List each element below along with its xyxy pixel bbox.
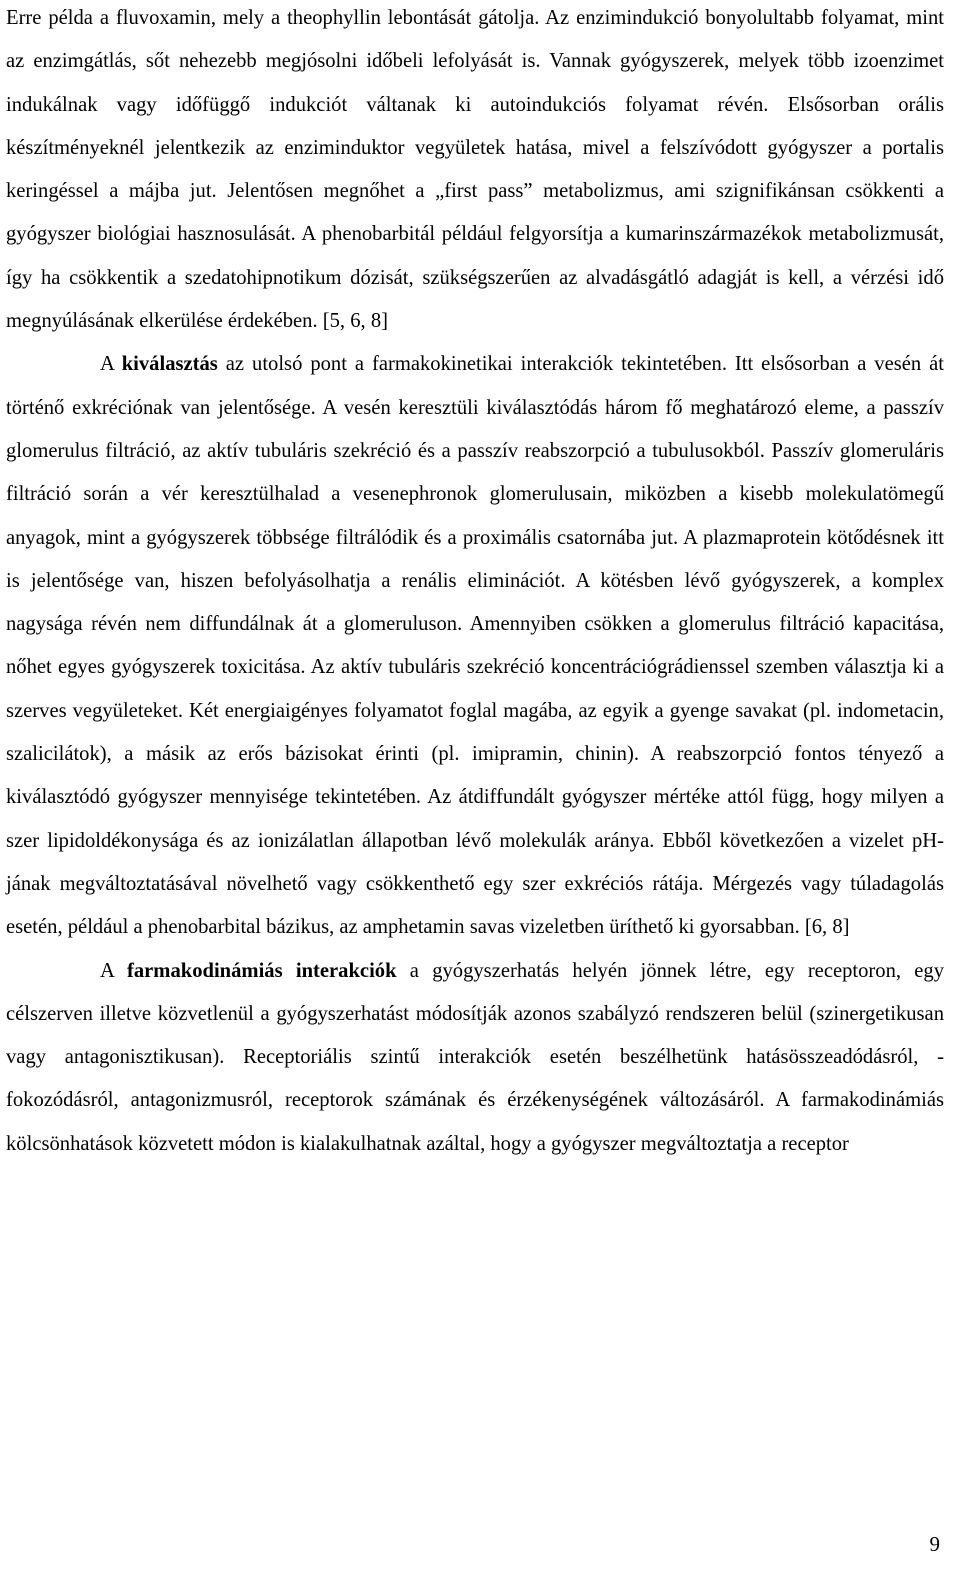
bold-term-pharmacodynamic: farmakodinámiás interakciók (127, 959, 397, 982)
page-number: 9 (929, 1532, 940, 1556)
paragraph-enzyme-induction (6, 0, 944, 343)
paragraph-text: az utolsó pont a farmakokinetikai interakciók tekintetében. Itt elsősorban a vesén át történő exkréciónak van jelentősége. A vesén keresztüli kiválasztódás három fő meghatározó eleme, a passzív glomerulus filtráció, az aktív tubuláris szekréció és a passzív reabszorpció a tubulusokból. Passzív glomeruláris filtráció során a vér keresztülhalad a vesenephronok glomerulusain, miközben a kisebb molekulatömegű anyagok, mint a gyógyszerek többsége filtrálódik és a proximális csatornába jut. A plazmaprotein kötődésnek itt is jelentősége van, hiszen befolyásolhatja a renális eliminációt. A kötésben lévő gyógyszerek, a komplex nagysága révén nem diffundálnak át a glomeruluson. Amennyiben csökken a glomerulus filtráció kapacitása, nőhet egyes gyógyszerek toxicitása. Az aktív tubuláris szekréció koncentrációgrádienssel szemben választja ki a szerves vegyületeket. Két energiaigényes folyamatot foglal magába, az egyik a gyenge savakat (pl. indometacin, szalicilátok), a másik az erős bázisokat érinti (pl. imipramin, chinin). A reabszorpció fontos tényező a kiválasztódó gyógyszer mennyisége tekintetében. Az átdiffundált gyógyszer mértéke attól függ, hogy milyen a szer lipidoldékonysága és az ionizálatlan állapotban lévő molekulák aránya. Ebből következően a vizelet pH-jának megváltoztatásával növelhető vagy csökkenthető egy szer exkréciós rátája. Mérgezés vagy túladagolás esetén, például a phenobarbital bázikus, az amphetamin savas vizeletben üríthető ki gyorsabban. [6, 8] (6, 353, 945, 939)
paragraph-text: A (100, 353, 122, 376)
paragraph-excretion (6, 343, 944, 949)
paragraph-text: a gyógyszerhatás helyén jönnek létre, egy receptoron, egy célszerven illetve közvetlenül a gyógyszerhatást módosítják azonos szabályzó rendszeren belül (szinergetikusan vagy antagonisztikusan). Receptoriális szintű interakciók esetén beszélhetünk hatásösszeadódásról, -fokozódásról, antagonizmusról, receptorok számának és érzékenységének változásáról. A farmakodinámiás kölcsönhatások közvetett módon is kialakulhatnak azáltal, hogy a gyógyszer megváltoztatja a receptor (6, 959, 945, 1155)
paragraph-pharmacodynamic (6, 950, 944, 1166)
document-page (6, 0, 944, 1166)
paragraph-text: A (100, 959, 127, 982)
bold-term-excretion: kiválasztás (121, 353, 218, 376)
paragraph-text: Erre példa a fluvoxamin, mely a theophyllin lebontását gátolja. Az enzimindukció bonyolultabb folyamat, mint az enzimgátlás, sőt nehezebb megjósolni időbeli lefolyását is. Vannak gyógyszerek, melyek több izoenzimet indukálnak vagy időfüggő indukciót váltanak ki autoindukciós folyamat révén. Elsősorban orális készítményeknél jelentkezik az enziminduktor vegyületek hatása, mivel a felszívódott gyógyszer a portalis keringéssel a májba jut. Jelentősen megnőhet a „first pass” metabolizmus, ami szignifikánsan csökkenti a gyógyszer biológiai hasznosulását. A phenobarbitál például felgyorsítja a kumarinszármazékok metabolizmusát, így ha csökkentik a szedatohipnotikum dózisát, szükségszerűen az alvadásgátló adagját is kell, a vérzési idő megnyúlásának elkerülése érdekében. [5, 6, 8] (6, 7, 944, 333)
